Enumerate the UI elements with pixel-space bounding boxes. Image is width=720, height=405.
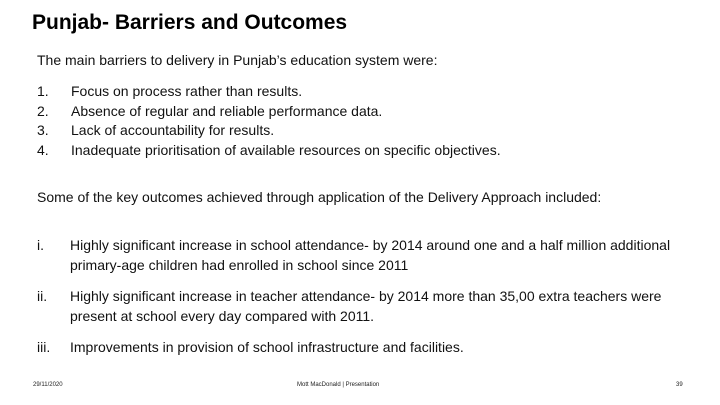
slide-title: Punjab- Barriers and Outcomes [32, 11, 348, 34]
outcome-item [37, 287, 677, 326]
barriers-list [37, 82, 501, 160]
barrier-number: 2. [37, 102, 49, 119]
barrier-text: Absence of regular and reliable performance data. [71, 102, 383, 119]
outcome-number: i. [37, 237, 44, 253]
barrier-item [37, 141, 501, 161]
footer-presenter: Mott MacDonald | Presentation [297, 382, 380, 388]
barrier-text: Inadequate prioritisation of available resources on specific objectives. [71, 141, 501, 158]
barrier-text: Lack of accountability for results. [71, 122, 275, 138]
barrier-number: 3. [37, 122, 49, 138]
barrier-item [37, 121, 501, 141]
barriers-intro: The main barriers to delivery in Punjab’s education system were: [37, 52, 438, 68]
barrier-item [37, 82, 501, 102]
outcome-number: ii. [37, 288, 48, 304]
outcomes-intro: Some of the key outcomes achieved through application of the Delivery Approach included: [37, 189, 602, 205]
footer-date: 29/11/2020 [33, 382, 63, 388]
footer-page-number: 39 [676, 382, 683, 388]
outcome-text: Highly significant increase in teacher attendance- by 2014 more than 35,00 extra teachers were present at school every day compared with 2011. [70, 288, 662, 324]
outcome-item [37, 236, 677, 275]
barrier-number: 4. [37, 141, 49, 158]
outcome-number: iii. [37, 339, 51, 355]
barrier-text: Focus on process rather than results. [71, 83, 303, 99]
outcome-text: Highly significant increase in school attendance- by 2014 around one and a half million additional primary-age children had enrolled in school since 2011 [70, 237, 671, 273]
barrier-item [37, 102, 501, 122]
barrier-number: 1. [37, 83, 49, 99]
outcome-item [37, 338, 677, 358]
outcome-text: Improvements in provision of school infrastructure and facilities. [70, 339, 464, 355]
